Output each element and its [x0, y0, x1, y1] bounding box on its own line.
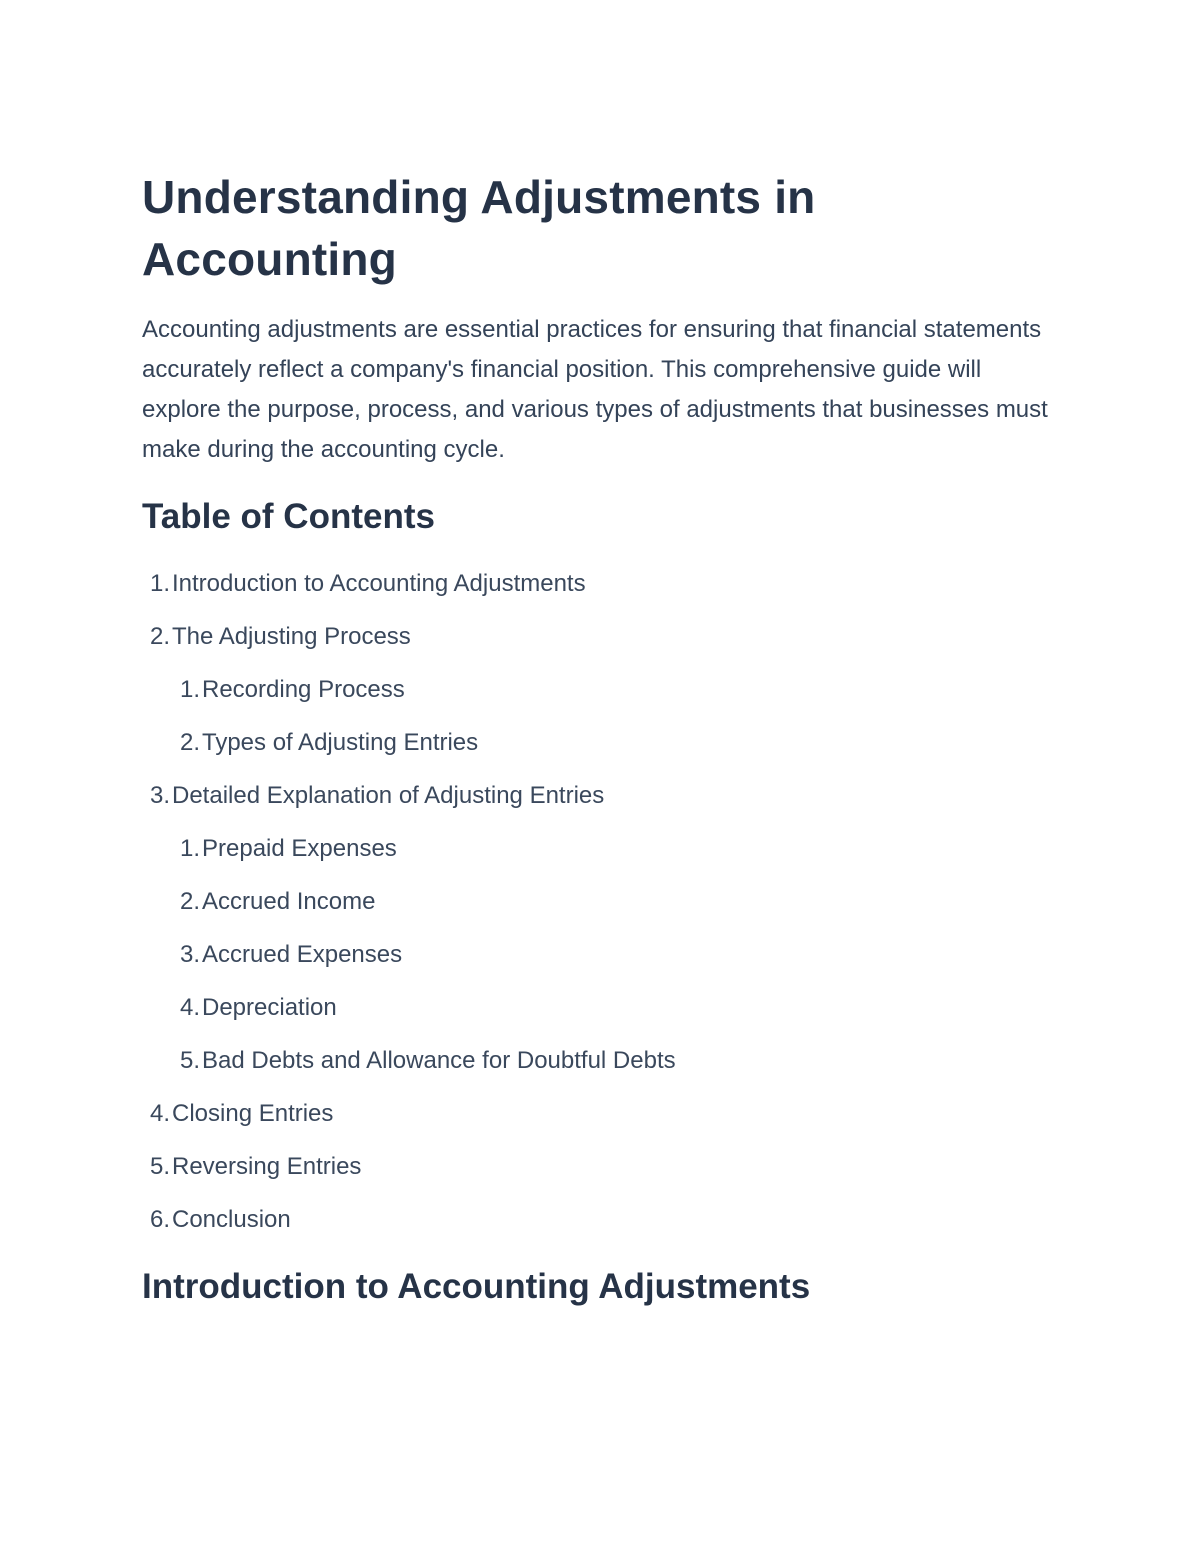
toc-subitem-prepaid-expenses[interactable] — [142, 829, 1042, 882]
toc-item-label: The Adjusting Process — [172, 623, 411, 650]
table-of-contents — [142, 564, 1042, 1253]
toc-item-number: 2. — [179, 729, 200, 756]
toc-item-number: 5. — [149, 1153, 170, 1180]
toc-item-reversing-entries[interactable] — [142, 1147, 1042, 1200]
toc-subitem-accrued-income[interactable] — [142, 882, 1042, 935]
toc-item-number: 1. — [179, 835, 200, 862]
toc-item-label: Prepaid Expenses — [202, 835, 397, 862]
toc-subitem-depreciation[interactable] — [142, 988, 1042, 1041]
toc-item-label: Reversing Entries — [172, 1153, 362, 1180]
toc-item-number: 1. — [149, 570, 170, 597]
toc-item-number: 2. — [179, 888, 200, 915]
toc-item-number: 1. — [179, 676, 200, 703]
toc-item-label: Recording Process — [202, 676, 405, 703]
toc-item-number: 5. — [179, 1047, 200, 1074]
toc-item-label: Types of Adjusting Entries — [202, 729, 479, 756]
toc-item-number: 4. — [179, 994, 200, 1021]
toc-item-adjusting-process[interactable] — [142, 617, 1042, 670]
toc-item-closing-entries[interactable] — [142, 1094, 1042, 1147]
toc-item-label: Depreciation — [202, 994, 337, 1021]
toc-subitem-recording-process[interactable] — [142, 670, 1042, 723]
toc-subitem-accrued-expenses[interactable] — [142, 935, 1042, 988]
toc-item-label: Detailed Explanation of Adjusting Entries — [172, 782, 605, 809]
toc-subitem-bad-debts[interactable] — [142, 1041, 1042, 1094]
toc-item-label: Closing Entries — [172, 1100, 334, 1127]
toc-item-number: 3. — [179, 941, 200, 968]
toc-item-detailed-explanation[interactable] — [142, 776, 1042, 829]
toc-item-label: Accrued Income — [202, 888, 376, 915]
toc-item-number: 3. — [149, 782, 170, 809]
toc-item-introduction[interactable] — [142, 564, 1042, 617]
toc-subitem-types-of-adjusting-entries[interactable] — [142, 723, 1042, 776]
toc-item-label: Conclusion — [172, 1206, 291, 1233]
toc-item-number: 4. — [149, 1100, 170, 1127]
toc-item-label: Accrued Expenses — [202, 941, 403, 968]
section-heading-introduction: Introduction to Accounting Adjustments — [142, 1267, 811, 1306]
toc-item-number: 6. — [149, 1206, 170, 1233]
toc-item-conclusion[interactable] — [142, 1200, 1042, 1253]
intro-paragraph: Accounting adjustments are essential practices for ensuring that financial statements accurately reflect a company's financial position. This comprehensive guide will explore the purpose, process, and various types of adjustments that businesses must make during the accounting cycle. — [142, 316, 1048, 463]
toc-item-label: Introduction to Accounting Adjustments — [172, 570, 586, 597]
toc-item-label: Bad Debts and Allowance for Doubtful Debts — [202, 1047, 676, 1074]
document-title: Understanding Adjustments in Accounting — [142, 171, 816, 285]
toc-heading: Table of Contents — [142, 497, 435, 536]
toc-item-number: 2. — [149, 623, 170, 650]
